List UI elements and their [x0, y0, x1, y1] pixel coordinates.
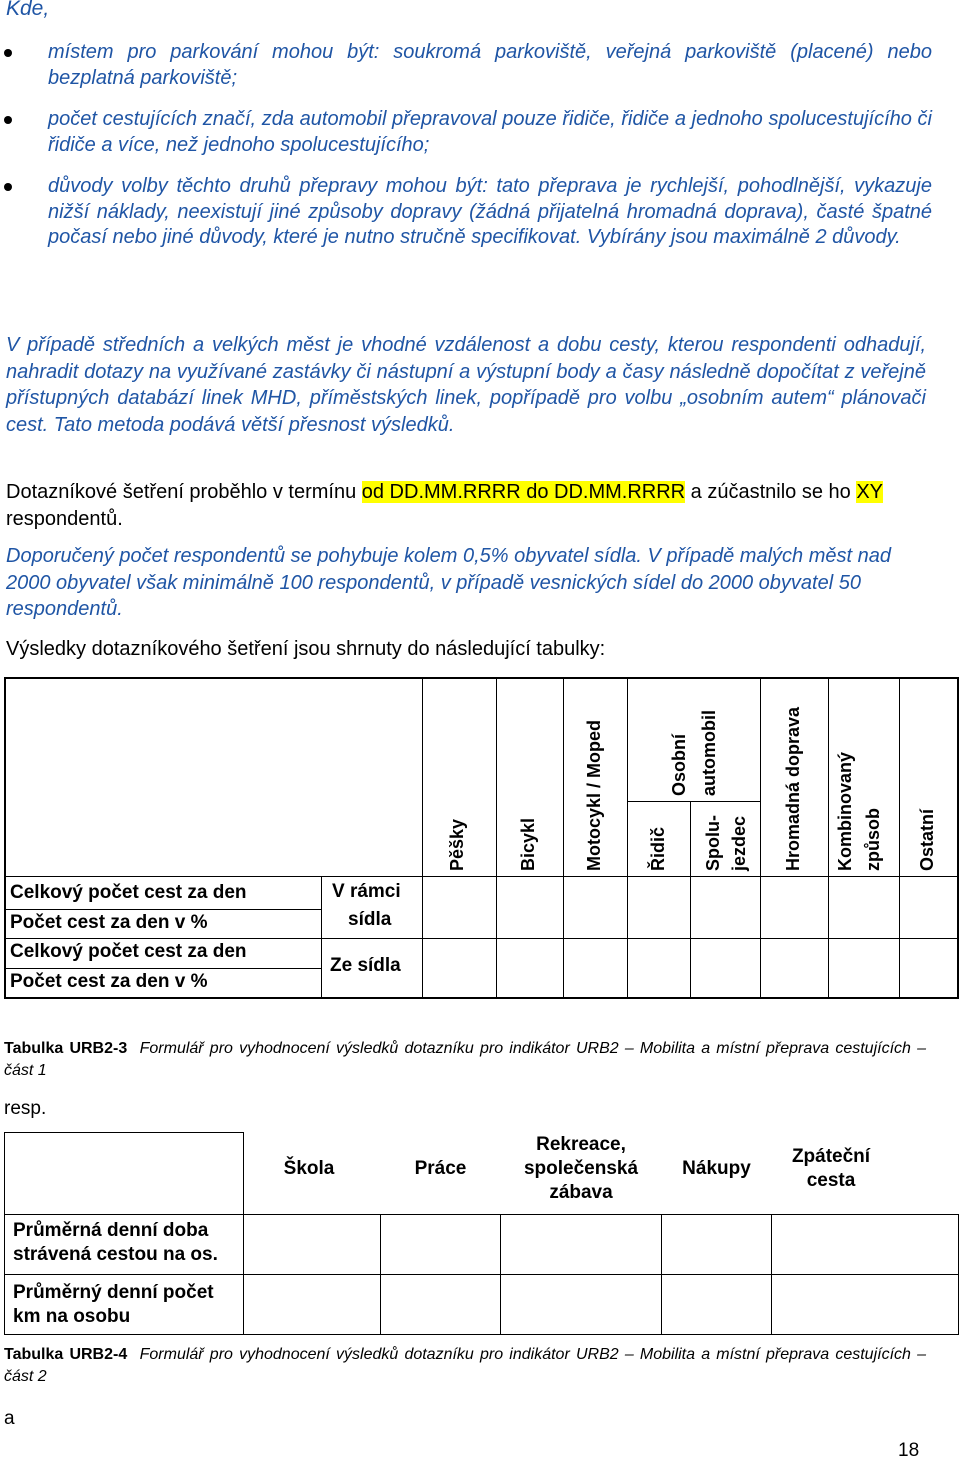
- table-divider: [422, 679, 423, 999]
- table-divider: [899, 679, 900, 999]
- header-line: zábava: [549, 1182, 613, 1203]
- table-divider: [627, 801, 760, 802]
- table2-cell: [380, 1214, 501, 1275]
- table2-cell: [661, 1274, 772, 1335]
- row-label-percent-1: Počet cest za den v %: [10, 912, 208, 933]
- table2-row-label-time: [4, 1214, 244, 1275]
- bullet-text: počet cestujících značí, zda automobil přepravoval pouze řidiče, řidiče a jednoho spolucestujícího či řidiče a více, než jednoho spolucestujícího;: [48, 108, 932, 156]
- row-label-total-1: Celkový počet cest za den: [10, 882, 247, 903]
- col-header-prace: Práce: [414, 1158, 467, 1179]
- col-header-spolu: Spolu-: [703, 815, 723, 871]
- row-label-total-2: Celkový počet cest za den: [10, 941, 247, 962]
- bullet-dot-icon: [4, 116, 12, 124]
- bullet-item-passengers: [0, 107, 960, 158]
- table2-empty-header: [4, 1132, 244, 1215]
- caption-text: Formulář pro vyhodnocení výsledků dotazníku pro indikátor URB2 – Mobilita a místní přeprava cestujících – část 2: [4, 1346, 927, 1385]
- row-label-line: km na osobu: [13, 1306, 131, 1327]
- page-number: 18: [898, 1440, 920, 1461]
- paragraph-results: Výsledky dotazníkového šetření jsou shrnuty do následující tabulky:: [6, 638, 606, 660]
- col-header-skola: Škola: [283, 1158, 335, 1179]
- header-line: společenská: [523, 1158, 639, 1179]
- col-header-automobil: automobil: [699, 710, 719, 796]
- group-label-ze-sidla: Ze sídla: [330, 955, 401, 976]
- survey-text-3: respondentů.: [6, 507, 123, 530]
- col-header-nakupy: Nákupy: [682, 1158, 751, 1179]
- table2-cell: [243, 1214, 381, 1275]
- header-line: cesta: [806, 1170, 856, 1191]
- bullet-item-reasons: [0, 174, 960, 251]
- caption-table-urb2-3: [4, 1038, 926, 1082]
- table-divider: [563, 679, 564, 999]
- header-line: Rekreace,: [536, 1134, 626, 1155]
- col-header-jezdec: jezdec: [729, 815, 749, 871]
- col-header-bicykl: Bicykl: [518, 817, 538, 871]
- col-header-pesky: Pěšky: [447, 818, 467, 871]
- col-header-ridic: Řidič: [648, 826, 668, 871]
- table2-cell: [771, 1274, 959, 1335]
- table-divider: [6, 876, 957, 877]
- survey-text-1: Dotazníkové šetření proběhlo v termínu: [6, 481, 362, 503]
- table-divider: [828, 679, 829, 999]
- table2-cell: [243, 1274, 381, 1335]
- survey-text-2: a zúčastnilo se ho: [685, 481, 857, 503]
- row-label-line: strávená cestou na os.: [13, 1244, 218, 1265]
- a-text: a: [4, 1408, 15, 1429]
- table-divider: [6, 938, 957, 939]
- table2-cell: [500, 1274, 662, 1335]
- bullet-text: důvody volby těchto druhů přepravy mohou být: tato přeprava je rychlejší, pohodlnější, vykazuje nižší náklady, neexistují jiné způsoby dopravy (žádná přijatelná hromadná doprava), časté špatné počasí nebo jiné důvody, které je nutno stručně specifikovat. Vybírány jsou maximálně 2 důvody.: [48, 175, 932, 248]
- col-header-osobni: Osobní: [669, 734, 689, 796]
- table-divider: [690, 801, 691, 999]
- row-label-line: Průměrná denní doba: [13, 1220, 209, 1241]
- table2-cell: [500, 1214, 662, 1275]
- bullet-text: místem pro parkování mohou být: soukromá parkoviště, veřejná parkoviště (placené) nebo bezplatná parkoviště;: [48, 41, 932, 89]
- caption-text: Formulář pro vyhodnocení výsledků dotazníku pro indikátor URB2 – Mobilita a místní přeprava cestujících – část 1: [4, 1040, 927, 1079]
- header-line: Zpáteční: [791, 1146, 871, 1167]
- bullet-dot-icon: [4, 49, 12, 57]
- paragraph-survey: [6, 479, 926, 532]
- col-header-hromadna: Hromadná doprava: [783, 706, 803, 871]
- table-urb2-3: [4, 677, 959, 999]
- paragraph-recommended: Doporučený počet respondentů se pohybuje kolem 0,5% obyvatel sídla. V případě malých měst nad 2000 obyvatel však minimálně 100 respondentů, v případě vesnických sídel do 2000 obyvatel 50 respondentů.: [6, 545, 891, 620]
- caption-label: Tabulka URB2-4: [4, 1346, 128, 1363]
- row-label-percent-2: Počet cest za den v %: [10, 971, 208, 992]
- survey-dates-highlight: od DD.MM.RRRR do DD.MM.RRRR: [361, 481, 686, 503]
- col-header-rekreace: [500, 1133, 662, 1205]
- col-header-zpatecni: [771, 1145, 891, 1193]
- intro-kde: Kde,: [6, 0, 50, 20]
- table2-cell: [661, 1214, 772, 1275]
- bullet-item-parking: [0, 40, 960, 91]
- table2-cell: [771, 1214, 959, 1275]
- col-header-zpusob: způsob: [863, 808, 883, 871]
- group-label-v-ramci: V rámci: [332, 881, 401, 902]
- table-divider: [760, 679, 761, 999]
- caption-table-urb2-4: [4, 1344, 926, 1388]
- table-divider: [6, 909, 321, 910]
- table2-row-label-km: [4, 1274, 244, 1335]
- col-header-kombinovany: Kombinovaný: [835, 751, 855, 871]
- bullet-dot-icon: [4, 183, 12, 191]
- row-label-line: Průměrný denní počet: [13, 1282, 214, 1303]
- table-divider: [496, 679, 497, 999]
- table2-cell: [380, 1274, 501, 1335]
- paragraph-cities: V případě středních a velkých měst je vhodné vzdálenost a dobu cesty, kterou respondenti odhadují, nahradit dotazy na využívané zastávky či nástupní a výstupní body a časy následně dopočítat z veřejně přístupných databází linek MHD, příměstských linek, popřípadě pro volbu „osobním autem“ plánovači cest. Tato metoda podává větší přesnost výsledků.: [6, 334, 926, 436]
- survey-xy-highlight: XY: [856, 481, 883, 503]
- resp-text: resp.: [4, 1098, 47, 1119]
- table-divider: [6, 968, 321, 969]
- col-header-ostatni: Ostatní: [917, 808, 937, 871]
- group-label-sidla: sídla: [348, 909, 392, 930]
- bullet-list: [0, 40, 960, 267]
- caption-label: Tabulka URB2-3: [4, 1040, 128, 1057]
- table-urb2-4: [4, 1132, 959, 1335]
- col-header-motocykl: Motocykl / Moped: [584, 719, 604, 871]
- table-divider: [627, 679, 628, 999]
